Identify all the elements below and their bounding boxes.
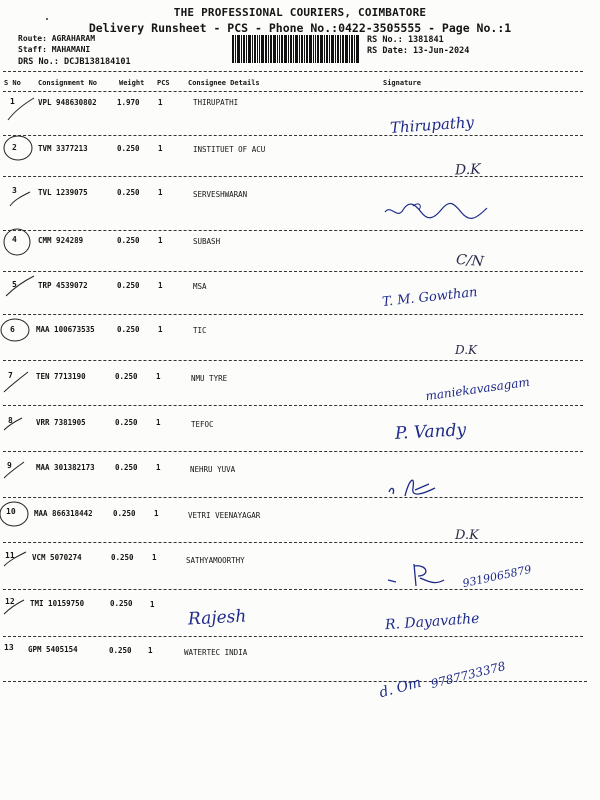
serial-number-check-marks [0, 0, 60, 700]
signature-row-7: maniekavasagam [424, 374, 531, 404]
row-consignment: TMI 10159750 [30, 599, 85, 608]
row-consignee: NEHRU YUVA [190, 465, 236, 474]
row-weight: 0.250 [115, 418, 138, 427]
col-pcs: PCS [157, 79, 170, 87]
row-consignment: MAA 301382173 [36, 463, 95, 472]
row-divider [3, 589, 583, 590]
row-consignee: SUBASH [193, 237, 221, 246]
row-pcs: 1 [156, 463, 161, 472]
row-pcs: 1 [156, 418, 161, 427]
row-consignment: CMM 924289 [38, 236, 84, 245]
col-consignment: Consignment No [38, 79, 98, 87]
row-pcs: 1 [148, 646, 153, 655]
signature-row-6: D.K [455, 343, 477, 357]
row-consignee: TIC [193, 326, 207, 335]
route-label: Route: AGRAHARAM [18, 34, 96, 43]
row-weight: 0.250 [117, 325, 140, 334]
row-pcs: 1 [158, 236, 163, 245]
row-divider [3, 497, 583, 498]
phone-row-13: 9787733378 [429, 658, 507, 692]
row-divider [3, 360, 583, 361]
row-sno: 6 [10, 325, 15, 334]
row-pcs: 1 [150, 600, 155, 609]
rs-number: RS No.: 1381841 [367, 35, 444, 45]
col-consignee: Consignee Details [188, 79, 260, 87]
column-header-divider [3, 91, 583, 92]
row-divider [3, 230, 583, 231]
row-sno: 3 [12, 186, 17, 195]
row-consignment: VRR 7381905 [36, 418, 86, 427]
rs-info [367, 35, 469, 57]
signature-row-4: C/N [455, 251, 485, 271]
row-consignee: THIRUPATHI [193, 98, 239, 107]
staff-label: Staff: MAHAMANI [18, 45, 91, 54]
row-weight: 0.250 [117, 188, 140, 197]
signature-row-5: T. M. Gowthan [381, 285, 479, 310]
row-pcs: 1 [158, 188, 163, 197]
barcode [232, 35, 360, 63]
row-consignment: VPL 948630802 [38, 98, 97, 107]
row-weight: 0.250 [117, 144, 140, 153]
row-divider [3, 135, 583, 136]
col-signature: Signature [383, 79, 421, 87]
row-consignee: NMU TYRE [191, 374, 228, 383]
row-consignment: GPM 5405154 [28, 645, 78, 654]
row-sno: 8 [8, 416, 13, 425]
row-consignment: MAA 100673535 [36, 325, 95, 334]
row-consignee: SERVESHWARAN [193, 190, 248, 199]
row-divider [3, 542, 583, 543]
signature-row-2: D.K [454, 161, 481, 179]
row-weight: 1.970 [117, 98, 140, 107]
row-sno: 12 [5, 597, 15, 606]
row-weight: 0.250 [113, 509, 136, 518]
signature-row-11 [384, 560, 454, 594]
header-divider [3, 71, 583, 72]
row-divider [3, 451, 583, 452]
row-sno: 13 [4, 643, 14, 652]
drs-number: DRS No.: DCJB138184101 [18, 57, 131, 67]
row-consignee: TEFOC [191, 420, 214, 429]
row-sno: 1 [10, 97, 15, 106]
rs-date: RS Date: 13-Jun-2024 [367, 46, 470, 56]
col-sno: S No [4, 79, 21, 87]
row-divider [3, 271, 583, 272]
row-pcs: 1 [158, 325, 163, 334]
row-pcs: 1 [158, 98, 163, 107]
row-weight: 0.250 [109, 646, 132, 655]
row-consignment: TEN 7713190 [36, 372, 86, 381]
row-consignee: MSA [193, 282, 207, 291]
row-weight: 0.250 [110, 599, 133, 608]
row-divider [3, 176, 583, 177]
signature-row-9 [385, 470, 445, 504]
row-divider [3, 314, 583, 315]
company-title: THE PROFESSIONAL COURIERS, COIMBATORE [173, 6, 427, 19]
row-divider [3, 636, 583, 637]
signature-row-3 [383, 200, 493, 224]
row-consignment: MAA 866318442 [34, 509, 93, 518]
row-consignment: VCM 5070274 [32, 553, 82, 562]
row-sno: 4 [12, 235, 17, 244]
phone-row-11: 9319065879 [461, 562, 533, 591]
row-consignee: WATERTEC INDIA [184, 648, 248, 657]
row-weight: 0.250 [115, 463, 138, 472]
row-sno: 7 [8, 371, 13, 380]
receiver-name-row-12: Rajesh [187, 606, 247, 630]
row-consignee: INSTITUET OF ACU [193, 145, 266, 154]
row-sno: 5 [12, 280, 17, 289]
row-pcs: 1 [158, 144, 163, 153]
row-divider [3, 681, 587, 682]
row-sno: 11 [5, 551, 15, 560]
runsheet-subtitle: Delivery Runsheet - PCS - Phone No.:0422-3505555 - Page No.:1 [88, 21, 512, 35]
row-consignment: TRP 4539072 [38, 281, 88, 290]
row-pcs: 1 [158, 281, 163, 290]
signature-row-1: Thirupathy [389, 113, 475, 137]
row-weight: 0.250 [117, 281, 140, 290]
row-weight: 0.250 [115, 372, 138, 381]
row-pcs: 1 [154, 509, 159, 518]
row-pcs: 1 [156, 372, 161, 381]
row-consignee: VETRI VEENAYAGAR [188, 511, 261, 520]
row-divider [3, 405, 583, 406]
row-consignee: SATHYAMOORTHY [186, 556, 245, 565]
signature-row-8: P. Vandy [394, 420, 467, 444]
col-weight: Weight [119, 79, 145, 87]
row-sno: 10 [6, 507, 16, 516]
row-sno: 9 [7, 461, 12, 470]
signature-row-12: R. Dayavathe [384, 610, 480, 634]
row-pcs: 1 [152, 553, 157, 562]
row-consignment: TVL 1239075 [38, 188, 88, 197]
row-weight: 0.250 [111, 553, 134, 562]
signature-row-10: D.K [455, 528, 479, 543]
row-sno: 2 [12, 143, 17, 152]
row-weight: 0.250 [117, 236, 140, 245]
print-speck [46, 18, 48, 20]
signature-row-13: d. Om [377, 674, 423, 702]
row-consignment: TVM 3377213 [38, 144, 88, 153]
